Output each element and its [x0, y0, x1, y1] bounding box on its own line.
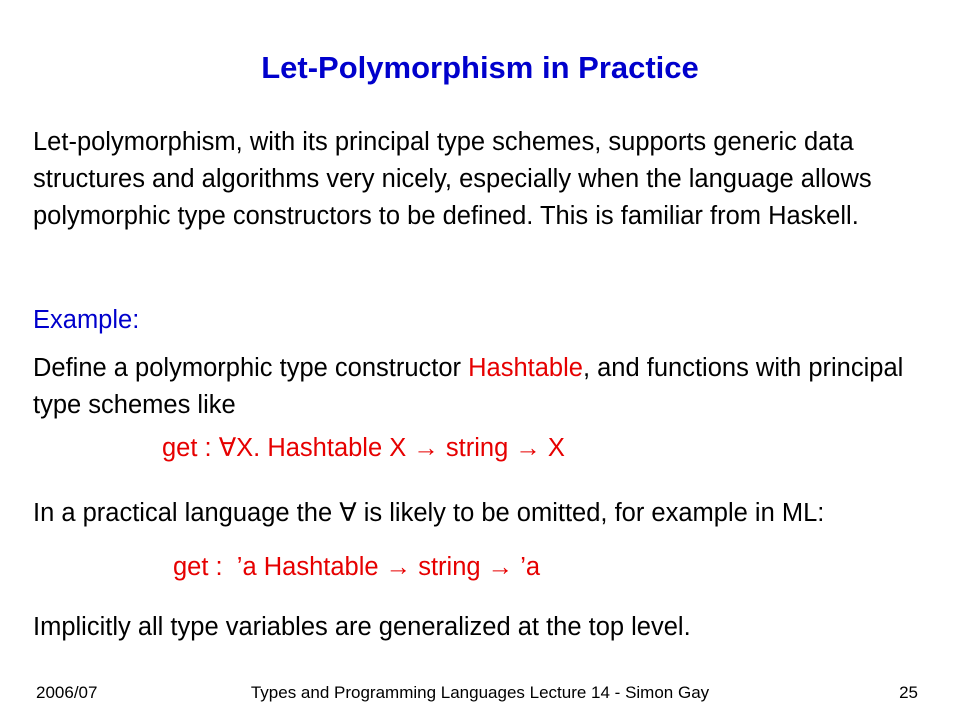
- definition-text-end: , and functions with principal type schemes like: [33, 354, 904, 419]
- footer-course: Types and Programming Languages Lecture 14 - Simon Gay: [250, 683, 710, 702]
- definition-paragraph: [33, 350, 923, 424]
- footer-date: 2006/07: [36, 683, 98, 702]
- example-label: Example:: [33, 306, 140, 334]
- conclusion-paragraph: Implicitly all type variables are generalized at the top level.: [33, 613, 691, 641]
- definition-text-start: Define a polymorphic type constructor: [33, 354, 469, 382]
- intro-paragraph: Let-polymorphism, with its principal type schemes, supports generic data structures and algorithms very nicely, especially when the language allows polymorphic type constructors to be defined. This is familiar from Haskell.: [33, 128, 872, 230]
- hashtable-highlight: Hashtable: [468, 354, 583, 382]
- slide-title: Let-Polymorphism in Practice: [261, 50, 699, 85]
- type-scheme-formula: get : ∀X. Hashtable X → string → X: [162, 434, 565, 462]
- practical-language-paragraph: In a practical language the ∀ is likely to be omitted, for example in ML:: [33, 499, 825, 527]
- footer-page-number: 25: [899, 683, 918, 702]
- ml-type-formula: get : ’a Hashtable → string → ’a: [173, 553, 541, 581]
